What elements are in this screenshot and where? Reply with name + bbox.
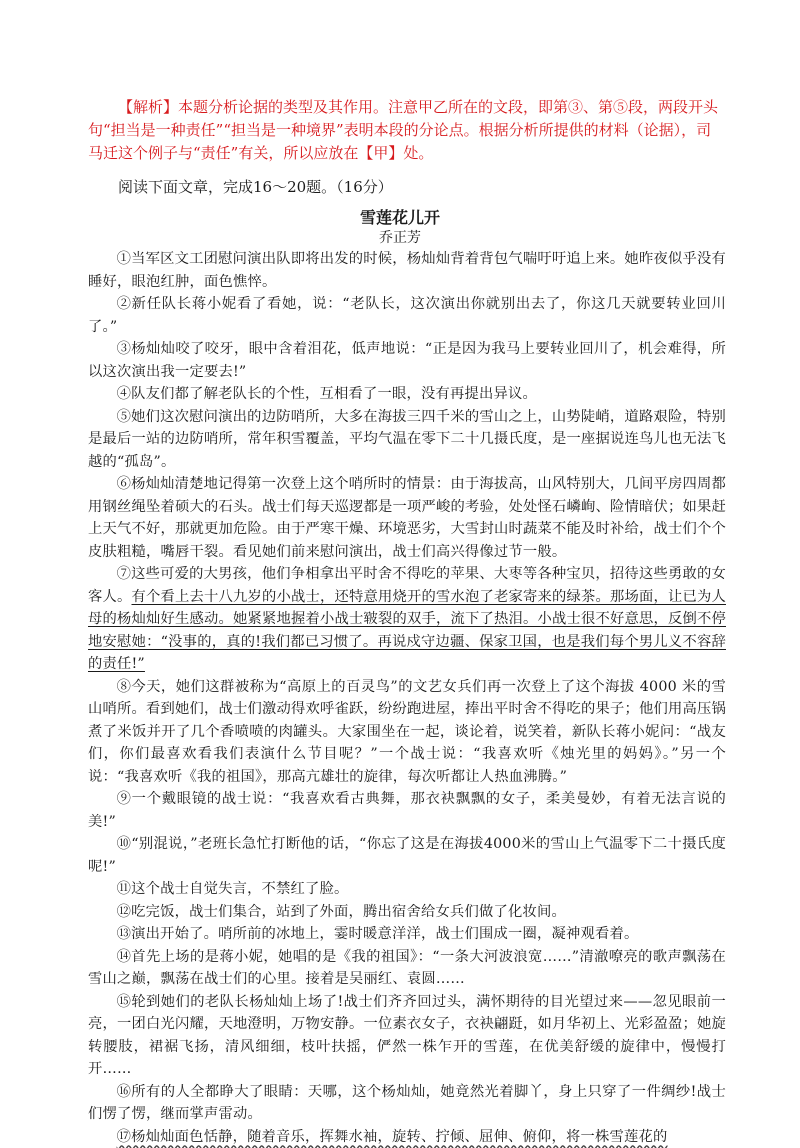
underlined-passage: 有个看上去十八九岁的小战士，还特意用烧开的雪水泡了老家寄来的绿茶。那场面，让已为人母的杨灿灿好生感动。她紧紧地握着小战士皲裂的双手，流下了热泪。小战士很不好意思，反倒不停地安慰她：“没事的，真的!我们都已习惯了。再说戍守边疆、保家卫国，也是我们每个男儿义不容辞的责任!” <box>88 589 726 673</box>
wavy-underlined-passage: ⑰杨灿灿面色恬静，随着音乐，挥舞水袖，旋转、拧倾、屈伸、俯仰，将一株雪莲花的 <box>117 1129 668 1145</box>
paragraph-9: ⑨一个戴眼镜的战士说：“我喜欢看古典舞，那衣袂飘飘的女子，柔美曼妙，有着无法言说的美!” <box>88 788 726 833</box>
article-title: 雪莲花儿开 <box>0 208 800 228</box>
paragraph-7 <box>88 563 726 676</box>
paragraph-8: ⑧今天，她们这群被称为“高原上的百灵鸟”的文艺女兵们再一次登上了这个海拔 4000 米的雪山哨所。看到她们，战士们激动得欢呼雀跃，纷纷跑进屋，捧出平时舍不得吃的果子；他们用高压锅煮了米饭并开了几个香喷喷的肉罐头。大家围坐在一起，谈论着，说笑着，新队长蒋小妮问：“战友们，你们最喜欢看我们表演什么节目呢？”一个战士说：“我喜欢听《烛光里的妈妈》。”另一个说：“我喜欢听《我的祖国》，那高亢雄壮的旋律，每次听都让人热血沸腾。” <box>88 676 726 789</box>
paragraph-13: ⑬演出开始了。哨所前的冰地上，霎时暖意洋洋，战士们围成一圈，凝神观看着。 <box>88 923 726 946</box>
paragraph-17 <box>88 1126 726 1148</box>
reading-instruction: 阅读下面文章，完成16～20题。（16分） <box>88 176 726 198</box>
paragraph-16: ⑯所有的人全都睁大了眼睛：天哪，这个杨灿灿，她竟然光着脚丫，身上只穿了一件绸纱!战士们愣了愣，继而掌声雷动。 <box>88 1081 726 1126</box>
paragraph-1: ①当军区文工团慰问演出队即将出发的时候，杨灿灿背着背包气喘吁吁追上来。她昨夜似乎没有睡好，眼泡红肿，面色憔悴。 <box>88 248 726 293</box>
paragraph-2: ②新任队长蒋小妮看了看她，说：“老队长，这次演出你就别出去了，你这几天就要转业回川了。” <box>88 293 726 338</box>
paragraph-11: ⑪这个战士自觉失言，不禁红了脸。 <box>88 878 726 901</box>
paragraph-7-lead: ⑦这些可爱的大男孩，他们争相拿出平时舍不得吃的苹果、大枣等各种宝贝，招待这些勇敢的女客人。 <box>88 566 726 605</box>
paragraph-14: ⑭首先上场的是蒋小妮，她唱的是《我的祖国》：“一条大河波浪宽……”清澈嘹亮的歌声飘荡在雪山之巅，飘荡在战士们的心里。接着是吴丽红、袁圆…… <box>88 946 726 991</box>
paragraph-6: ⑥杨灿灿清楚地记得第一次登上这个哨所时的情景：由于海拔高，山风特别大，几间平房四周都用钢丝绳坠着硕大的石头。战士们每天巡逻都是一项严峻的考验，处处怪石嶙峋、险情暗伏；如果赶上天气不好，那就更加危险。由于严寒干燥、环境恶劣，大雪封山时蔬菜不能及时补给，战士们个个皮肤粗糙，嘴唇干裂。看见她们前来慰问演出，战士们高兴得像过节一般。 <box>88 473 726 563</box>
paragraph-12: ⑫吃完饭，战士们集合，站到了外面，腾出宿舍给女兵们做了化妆间。 <box>88 901 726 924</box>
answer-analysis: 【解析】本题分析论据的类型及其作用。注意甲乙所在的文段，即第③、第⑤段，两段开头句“担当是一种责任”“担当是一种境界”表明本段的分论点。根据分析所提供的材料（论据），司马迁这个例子与“责任”有关，所以应放在【甲】处。 <box>88 96 726 165</box>
paragraph-10: ⑩“别混说，”老班长急忙打断他的话，“你忘了这是在海拔4000米的雪山上气温零下二十摄氏度呢!” <box>88 833 726 878</box>
paragraph-3: ③杨灿灿咬了咬牙，眼中含着泪花，低声地说：“正是因为我马上要转业回川了，机会难得，所以这次演出我一定要去!” <box>88 338 726 383</box>
article-body <box>88 248 726 1148</box>
article-author: 乔正芳 <box>0 229 800 247</box>
paragraph-5: ⑤她们这次慰问演出的边防哨所，大多在海拔三四千米的雪山之上，山势陡峭，道路艰险，特别是最后一站的边防哨所，常年积雪覆盖，平均气温在零下二十几摄氏度，是一座据说连鸟儿也无法飞越的“孤岛”。 <box>88 406 726 474</box>
paragraph-15: ⑮轮到她们的老队长杨灿灿上场了!战士们齐齐回过头，满怀期待的目光望过来——忽见眼前一亮，一团白光闪耀，天地澄明，万物安静。一位素衣女子，衣袂翩跹，如月华初上、光彩盈盈；她旋转腰肢，裙裾飞扬，清风细细，枝叶扶摇，俨然一株乍开的雪莲，在优美舒缓的旋律中，慢慢打开…… <box>88 991 726 1081</box>
paragraph-4: ④队友们都了解老队长的个性，互相看了一眼，没有再提出异议。 <box>88 383 726 406</box>
